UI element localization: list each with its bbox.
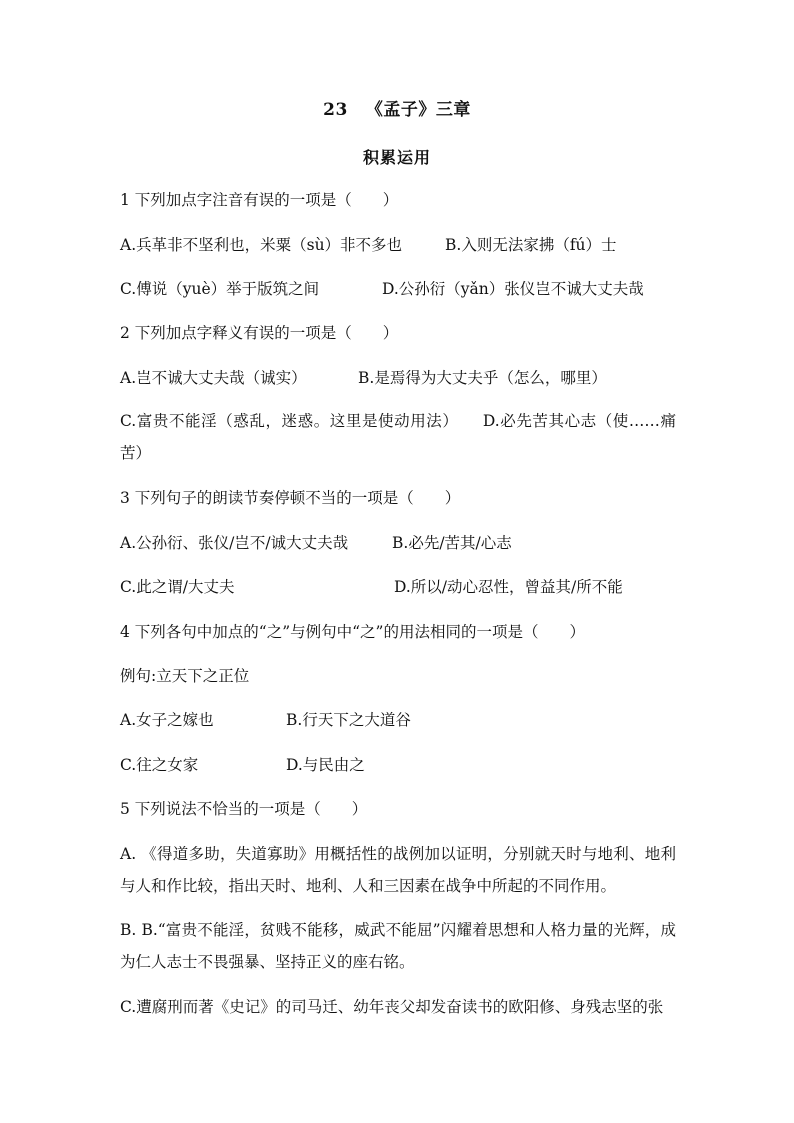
question-1-option-a: A.兵革非不坚利也，米粟（sù）非不多也 bbox=[120, 236, 403, 254]
question-4-option-c: C.往之女家 bbox=[120, 756, 199, 774]
question-4-option-a: A.女子之嫁也 bbox=[120, 711, 214, 729]
question-1-stem: 1 下列加点字注音有误的一项是（ ） bbox=[120, 191, 399, 209]
page-title bbox=[0, 98, 794, 122]
section-heading: 积累运用 bbox=[362, 148, 431, 167]
question-2-option-b: B.是焉得为大丈夫乎（怎么，哪里） bbox=[358, 369, 607, 387]
question-4-options-ab bbox=[120, 709, 676, 731]
question-2-option-a: A.岂不诚大丈夫哉（诚实） bbox=[120, 369, 307, 387]
question-4-options-cd bbox=[120, 754, 676, 776]
question-3-option-d: D.所以/动心忍性，曾益其/所不能 bbox=[394, 578, 623, 596]
question-3-options-cd bbox=[120, 576, 676, 598]
question-4-stem: 4 下列各句中加点的“之”与例句中“之”的用法相同的一项是（ ） bbox=[120, 623, 585, 641]
question-3-option-c: C.此之谓/大丈夫 bbox=[120, 578, 235, 596]
question-2-option-c: C.富贵不能淫（惑乱，迷惑。这里是使动用法） bbox=[120, 412, 451, 430]
lesson-number: 23 bbox=[323, 100, 348, 120]
lesson-title: 《孟子》三章 bbox=[365, 100, 471, 120]
question-3-stem: 3 下列句子的朗读节奏停顿不当的一项是（ ） bbox=[120, 489, 461, 507]
question-1-option-d: D.公孙衍（yǎn）张仪岂不诚大丈夫哉 bbox=[382, 280, 644, 298]
question-4-option-b: B.行天下之大道谷 bbox=[286, 711, 411, 729]
question-2-stem: 2 下列加点字释义有误的一项是（ ） bbox=[120, 324, 399, 342]
question-1-option-c: C.傅说（yuè）举于版筑之间 bbox=[120, 280, 320, 298]
question-3-option-a: A.公孙衍、张仪/岂不/诚大丈夫哉 bbox=[120, 534, 349, 552]
question-2-options-ab bbox=[120, 367, 676, 389]
question-5-option-b: B. B.“富贵不能淫，贫贱不能移，威武不能屈”闪耀着思想和人格力量的光辉，成为仁人志士不畏强暴、坚持正义的座右铭。 bbox=[120, 921, 676, 971]
question-1-options-cd bbox=[120, 278, 676, 300]
question-4-option-d: D.与民由之 bbox=[286, 756, 365, 774]
question-3-option-b: B.必先/苦其/心志 bbox=[392, 534, 512, 552]
question-5-stem: 5 下列说法不恰当的一项是（ ） bbox=[120, 800, 368, 818]
question-4-example: 例句:立天下之正位 bbox=[120, 667, 250, 685]
question-3-options-ab bbox=[120, 532, 676, 554]
question-5-option-c: C.遭腐刑而著《史记》的司马迁、幼年丧父却发奋读书的欧阳修、身残志坚的张 bbox=[120, 998, 664, 1016]
question-1-option-b: B.入则无法家拂（fú）士 bbox=[445, 236, 617, 254]
question-2-options-cd bbox=[120, 405, 676, 469]
question-5-option-a: A. 《得道多助，失道寡助》用概括性的战例加以证明，分别就天时与地利、地利与人和作比较，指出天时、地利、人和三因素在战争中所起的不同作用。 bbox=[120, 845, 676, 895]
question-1-options-ab bbox=[120, 234, 676, 256]
question-2-option-d: D.必先苦其心志（使……痛苦） bbox=[120, 412, 676, 462]
